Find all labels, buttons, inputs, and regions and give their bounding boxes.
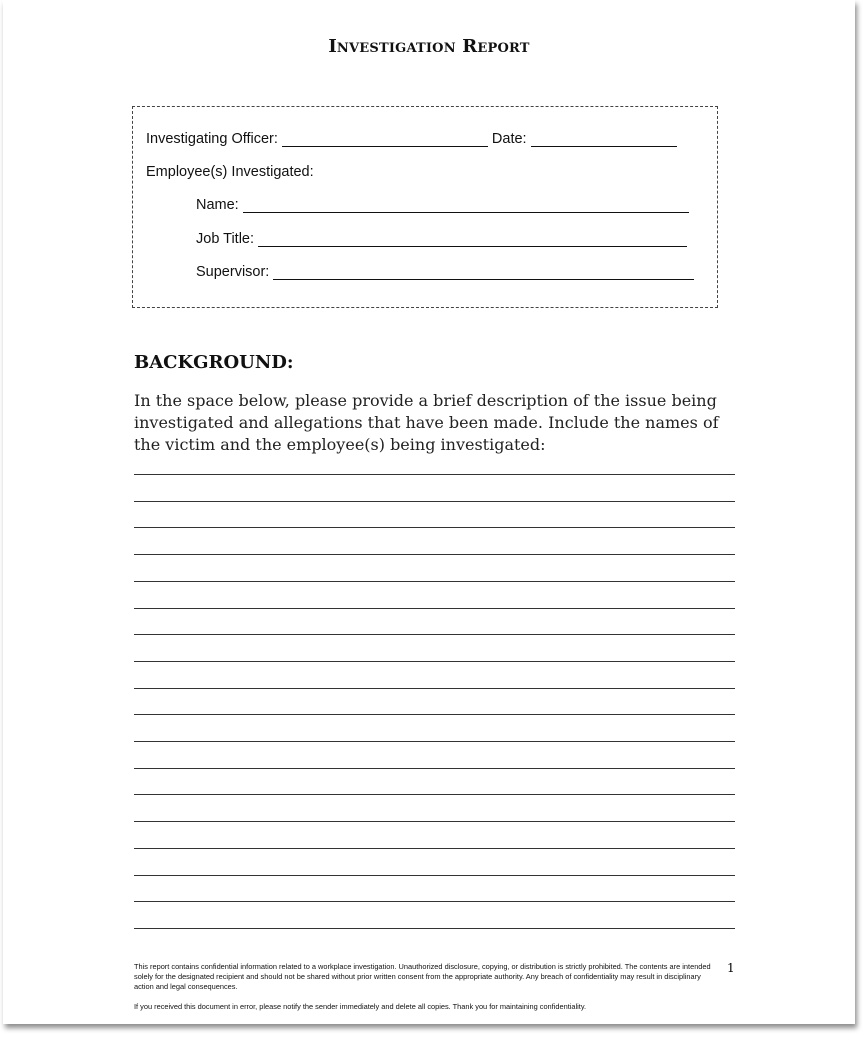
confidentiality-notice: This report contains confidential information related to a workplace investigation. Unauthorized disclosure, copying, or distribution is strictly prohibited. The contents are intended solely for the designated recipient and should not be shared without prior written consent from the appropriate authority. Any breach of confidentiality may result in disciplinary action and legal consequences.: [134, 962, 711, 991]
writing-line[interactable]: [134, 634, 735, 635]
supervisor-field[interactable]: [273, 265, 694, 280]
officer-row: [146, 131, 681, 147]
employees-label: Employee(s) Investigated:: [146, 164, 314, 180]
background-heading: BACKGROUND:: [134, 352, 294, 373]
employee-info-box: [132, 106, 718, 308]
officer-field[interactable]: [282, 132, 488, 147]
writing-line[interactable]: [134, 608, 735, 609]
writing-line[interactable]: [134, 527, 735, 528]
date-label: Date:: [491, 131, 527, 147]
date-field[interactable]: [531, 132, 677, 147]
job-title-row: [196, 231, 691, 247]
job-title-field[interactable]: [258, 232, 687, 247]
supervisor-label: Supervisor:: [196, 264, 270, 280]
background-instructions: In the space below, please provide a brief description of the issue being investigated and allegations that have been made. Include the names of the victim and the employee(s) being investigated:: [134, 391, 719, 454]
name-row: [196, 197, 693, 213]
name-label: Name:: [196, 197, 239, 213]
error-notice: If you received this document in error, please notify the sender immediately and delete all copies. Thank you for maintaining confidentiality.: [134, 1002, 587, 1011]
writing-line[interactable]: [134, 741, 735, 742]
writing-line[interactable]: [134, 901, 735, 902]
document-page: [3, 0, 855, 1024]
writing-line[interactable]: [134, 501, 735, 502]
page-number: 1: [727, 961, 735, 975]
writing-line[interactable]: [134, 768, 735, 769]
writing-line[interactable]: [134, 661, 735, 662]
writing-line[interactable]: [134, 875, 735, 876]
writing-line[interactable]: [134, 848, 735, 849]
writing-line[interactable]: [134, 928, 735, 929]
writing-line[interactable]: [134, 794, 735, 795]
writing-line[interactable]: [134, 554, 735, 555]
writing-line[interactable]: [134, 688, 735, 689]
officer-label: Investigating Officer:: [146, 131, 278, 147]
writing-line[interactable]: [134, 821, 735, 822]
footer-text: [134, 962, 719, 1012]
page-title: Investigation Report: [328, 36, 530, 57]
writing-line[interactable]: [134, 714, 735, 715]
name-field[interactable]: [243, 198, 689, 213]
writing-line[interactable]: [134, 581, 735, 582]
job-title-label: Job Title:: [196, 231, 255, 247]
supervisor-row: [196, 264, 698, 280]
writing-line[interactable]: [134, 474, 735, 475]
